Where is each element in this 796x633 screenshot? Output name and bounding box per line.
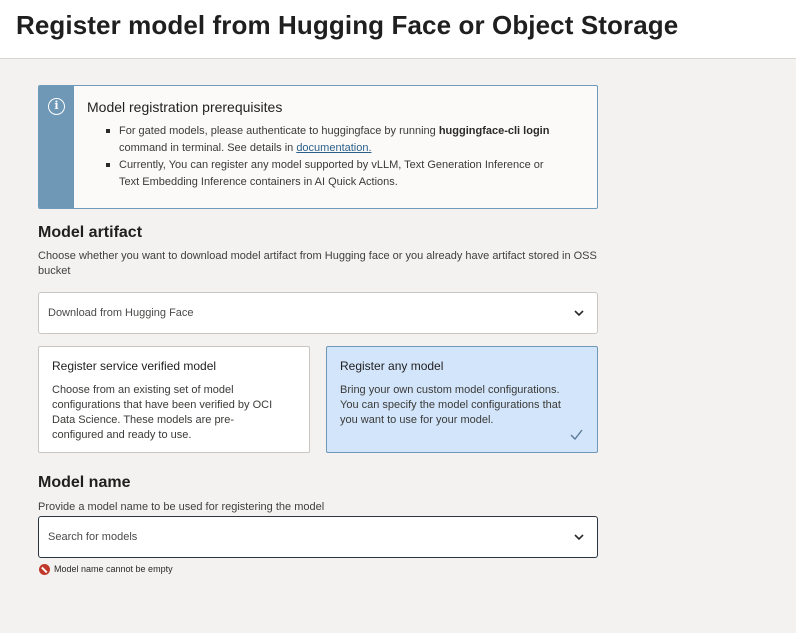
register-any-model-card[interactable] — [326, 346, 598, 453]
checkmark-icon — [570, 429, 583, 440]
prerequisite-text: command in terminal. See details in — [119, 142, 297, 154]
error-message: Model name cannot be empty — [54, 564, 173, 574]
chevron-down-icon — [573, 531, 585, 543]
prerequisite-item — [119, 123, 559, 157]
model-name-placeholder: Search for models — [48, 531, 138, 543]
documentation-link[interactable]: documentation. — [296, 142, 372, 154]
model-name-title: Model name — [38, 474, 131, 491]
page-title: Register model from Hugging Face or Object Storage — [16, 10, 679, 40]
card-title: Register any model — [340, 359, 444, 373]
model-name-description: Provide a model name to be used for registering the model — [38, 501, 325, 513]
artifact-source-select[interactable] — [38, 292, 598, 334]
prerequisites-banner — [38, 85, 598, 209]
model-name-search-input[interactable] — [38, 516, 598, 558]
banner-strip — [39, 86, 74, 208]
prerequisite-text: For gated models, please authenticate to huggingface by running — [119, 125, 439, 137]
prerequisites-list — [119, 123, 559, 191]
model-artifact-description: Choose whether you want to download model artifact from Hugging face or you already have artifact stored in OSS bucket — [38, 250, 597, 277]
command-name: huggingface-cli login — [438, 125, 550, 137]
card-description: Bring your own custom model configurations. You can specify the model configurations that you want to use for your model. — [340, 384, 561, 426]
card-description: Choose from an existing set of model configurations that have been verified by OCI Data Science. These models are pre-configured and ready to use. — [52, 384, 273, 441]
register-verified-model-card[interactable] — [38, 346, 310, 453]
model-artifact-title: Model artifact — [38, 224, 143, 241]
card-title: Register service verified model — [52, 359, 217, 373]
artifact-source-value: Download from Hugging Face — [48, 307, 194, 319]
info-icon: i — [48, 98, 65, 115]
prerequisite-item: Currently, You can register any model supported by vLLM, Text Generation Inference or Text Embedding Inference containers in AI Quick Actions. — [119, 157, 559, 191]
banner-title: Model registration prerequisites — [87, 99, 283, 115]
page-header — [0, 0, 796, 59]
error-icon — [39, 564, 50, 575]
chevron-down-icon — [573, 307, 585, 319]
